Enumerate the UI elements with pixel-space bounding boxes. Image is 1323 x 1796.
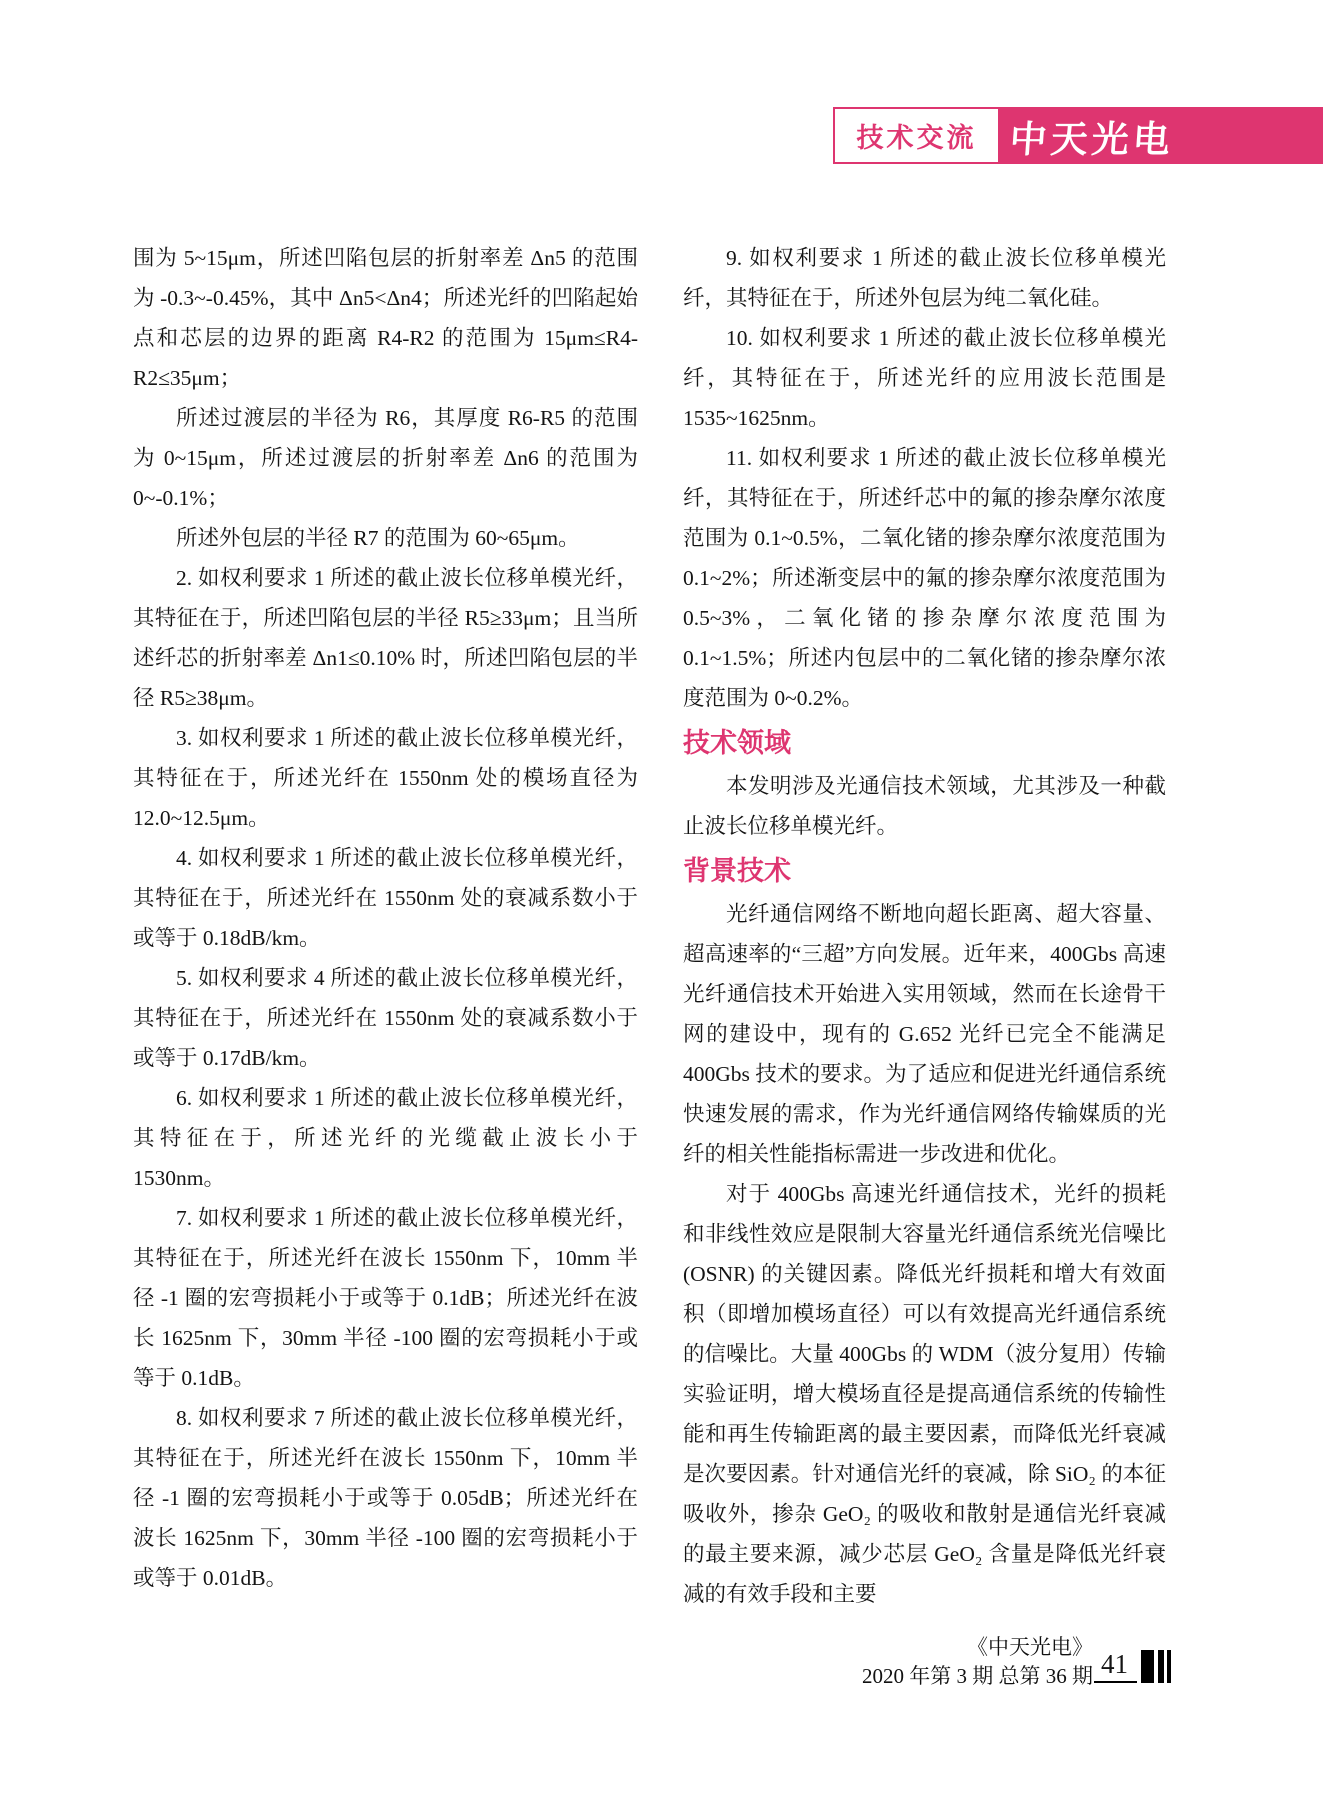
paragraph: 7. 如权利要求 1 所述的截止波长位移单模光纤，其特征在于，所述光纤在波长 1550nm 下，10mm 半径 -1 圈的宏弯损耗小于或等于 0.1dB；所述光纤在波长 1625nm 下，30mm 半径 -100 圈的宏弯损耗小于或等于 0.1dB。 — [133, 1206, 638, 1390]
journal-title: 《中天光电》 — [967, 1635, 1093, 1659]
barcode-decoration-icon — [1141, 1650, 1171, 1683]
section-tag-label: 技术交流 — [856, 123, 977, 153]
paragraph: 4. 如权利要求 1 所述的截止波长位移单模光纤，其特征在于，所述光纤在 1550nm 处的衰减系数小于或等于 0.18dB/km。 — [133, 846, 638, 950]
brand-logo-text: 中天光电 — [1008, 119, 1176, 161]
paragraph: 8. 如权利要求 7 所述的截止波长位移单模光纤，其特征在于，所述光纤在波长 1550nm 下，10mm 半径 -1 圈的宏弯损耗小于或等于 0.05dB；所述光纤在波长 1625nm 下，30mm 半径 -100 圈的宏弯损耗小于或等于 0.01dB。 — [133, 1406, 638, 1590]
left-column — [133, 238, 638, 1598]
paragraph: 所述过渡层的半径为 R6，其厚度 R6-R5 的范围为 0~15μm，所述过渡层的折射率差 Δn6 的范围为 0~-0.1%； — [133, 406, 638, 510]
footer-journal-info — [862, 1633, 1093, 1691]
paragraph: 光纤通信网络不断地向超长距离、超大容量、超高速率的“三超”方向发展。近年来，400Gbs 高速光纤通信技术开始进入实用领域，然而在长途骨干网的建设中，现有的 G.652 光纤已完全不能满足 400Gbs 技术的要求。为了适应和促进光纤通信系统快速发展的需求，作为光纤通信网络传输媒质的光纤的相关性能指标需进一步改进和优化。 — [683, 902, 1166, 1166]
paragraph: 2. 如权利要求 1 所述的截止波长位移单模光纤，其特征在于，所述凹陷包层的半径 R5≥33μm；且当所述纤芯的折射率差 Δn1≤0.10% 时，所述凹陷包层的半径 R5≥38μm。 — [133, 566, 638, 710]
section-heading: 背景技术 — [683, 856, 791, 886]
paragraph: 3. 如权利要求 1 所述的截止波长位移单模光纤，其特征在于，所述光纤在 1550nm 处的模场直径为 12.0~12.5μm。 — [133, 726, 638, 830]
paragraph: 10. 如权利要求 1 所述的截止波长位移单模光纤，其特征在于，所述光纤的应用波长范围是 1535~1625nm。 — [683, 326, 1166, 430]
paragraph: 对于 400Gbs 高速光纤通信技术，光纤的损耗和非线性效应是限制大容量光纤通信系统光信噪比 (OSNR) 的关键因素。降低光纤损耗和增大有效面积（即增加模场直径）可以有效提高光纤通信系统的信噪比。大量 400Gbs 的 WDM（波分复用）传输实验证明，增大模场直径是提高通信系统的传输性能和再生传输距离的最主要因素，而降低光纤衰减是次要因素。针对通信光纤的衰减，除 SiO₂ 的本征吸收外，掺杂 GeO₂ 的吸收和散射是通信光纤衰减的最主要来源，减少芯层 GeO₂ 含量是降低光纤衰减的有效手段和主要 — [683, 1182, 1166, 1606]
paragraph: 11. 如权利要求 1 所述的截止波长位移单模光纤，其特征在于，所述纤芯中的氟的掺杂摩尔浓度范围为 0.1~0.5%，二氧化锗的掺杂摩尔浓度范围为 0.1~2%；所述渐变层中的氟的掺杂摩尔浓度范围为 0.5~3%，二氧化锗的掺杂摩尔浓度范围为 0.1~1.5%；所述内包层中的二氧化锗的掺杂摩尔浓度范围为 0~0.2%。 — [683, 446, 1166, 710]
page-number: 41 — [1094, 1648, 1137, 1683]
paragraph: 所述外包层的半径 R7 的范围为 60~65μm。 — [176, 526, 580, 550]
paragraph: 6. 如权利要求 1 所述的截止波长位移单模光纤，其特征在于，所述光纤的光缆截止波长小于 1530nm。 — [133, 1086, 638, 1190]
brand-logo — [1000, 107, 1323, 164]
right-column — [683, 238, 1166, 1614]
paragraph: 围为 5~15μm，所述凹陷包层的折射率差 Δn5 的范围为 -0.3~-0.45%，其中 Δn5<Δn4；所述光纤的凹陷起始点和芯层的边界的距离 R4-R2 的范围为 15μm≤R4-R2≤35μm； — [133, 246, 638, 390]
section-heading: 技术领域 — [683, 728, 791, 758]
footer-page-number-block — [1094, 1648, 1171, 1683]
section-tag — [833, 107, 1000, 164]
paragraph: 5. 如权利要求 4 所述的截止波长位移单模光纤，其特征在于，所述光纤在 1550nm 处的衰减系数小于或等于 0.17dB/km。 — [133, 966, 638, 1070]
paragraph: 9. 如权利要求 1 所述的截止波长位移单模光纤，其特征在于，所述外包层为纯二氧化硅。 — [683, 246, 1166, 310]
paragraph: 本发明涉及光通信技术领域，尤其涉及一种截止波长位移单模光纤。 — [683, 774, 1166, 838]
journal-issue: 2020 年第 3 期 总第 36 期 — [862, 1664, 1093, 1688]
